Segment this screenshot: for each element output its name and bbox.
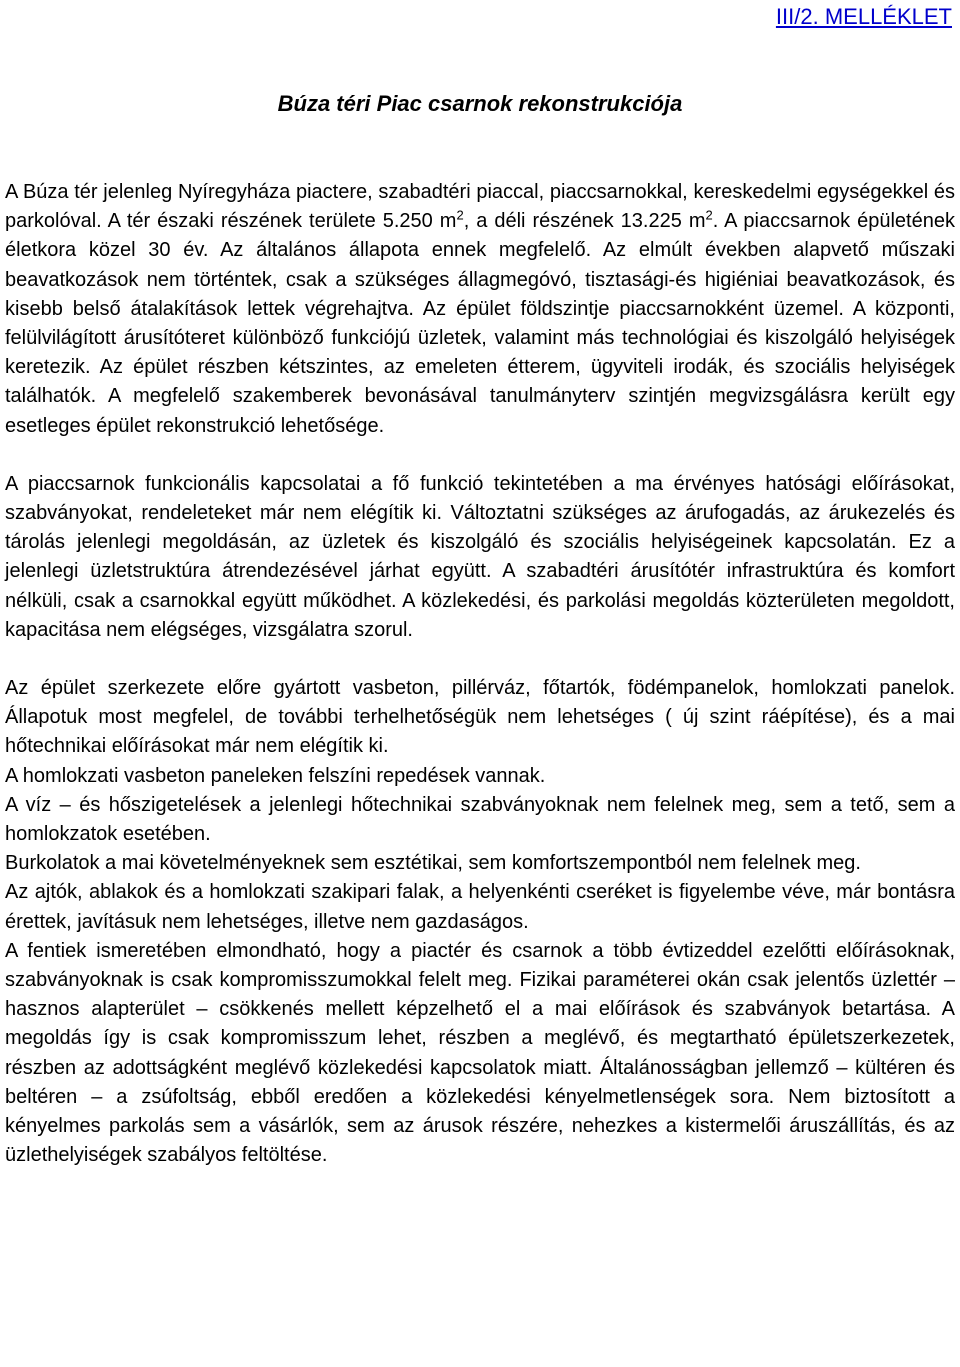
annex-link[interactable]: III/2. MELLÉKLET — [775, 4, 952, 29]
area-unit-superscript: 2 — [456, 207, 464, 223]
document-title: Búza téri Piac csarnok rekonstrukciója — [277, 91, 683, 116]
paragraph-intro-part-3: . A piaccsarnok épületének életkora közel 30 év. Az általános állapota ennek megfelelő. Az elmúlt években alapvető műszaki beavatkozások nem történtek, csak a szükséges állagmegóvó, tisztasági-és higiéniai beavatkozások, és kisebb belső átalakítások lettek végrehajtva. Az épület földszintje piaccsarnokként üzemel. A központi, felülvilágított árusítóteret különböző funkciójú üzletek, valamint más technológiai és kiszolgáló helyiségek keretezik. Az épület részben kétszintes, az emeleten étterem, ügyviteli irodák, és szociális helyiségek találhatók. A megfelelő szakemberek bevonásával tanulmányterv szintjén megvizsgálásra került egy esetleges épület rekonstrukció lehetősége. — [5, 210, 955, 437]
document-body — [5, 178, 955, 1171]
area-unit-superscript: 2 — [705, 207, 713, 223]
paragraph-intro-part-2: , a déli részének 13.225 m — [463, 210, 706, 233]
paragraph-doors-windows: Az ajtók, ablakok és a homlokzati szakipari falak, a helyenkénti cseréket is figyelembe véve, már bontásra érettek, javításuk nem lehetséges, illetve nem gazdaságos. — [5, 881, 955, 933]
paragraph-functional: A piaccsarnok funkcionális kapcsolatai a fő funkció tekintetében a ma érvényes hatósági előírásokat, szabványokat, rendeleteket már nem elégítik ki. Változtatni szükséges az árufogadás, az árukezelés és tárolás jelenlegi megoldásán, az üzletek és kiszolgáló és szociális helyiségeinek kapcsolatán. Ez a jelenlegi üzletstruktúra átrendezésével járhat együtt. A szabadtéri árusítótér infrastruktúra és komfort nélküli, csak a csarnokkal együtt működhet. A közlekedési, és parkolási megoldás közterületen megoldott, kapacitása nem elégséges, vizsgálatra szorul. — [5, 472, 955, 641]
paragraph-insulation: A víz – és hőszigetelések a jelenlegi hőtechnikai szabványoknak nem felelnek meg, sem a tető, sem a homlokzatok esetében. — [5, 793, 955, 846]
paragraph-conclusion: A fentiek ismeretében elmondható, hogy a piactér és csarnok a több évtizeddel ezelőtti előírásoknak, szabványoknak is csak kompromisszumokkal felelt meg. Fizikai paraméterei okán csak jelentős üzlettér – hasznos alapterület – csökkenés mellett képzelhető el a mai előírások és szabványok betartása. A megoldás így is csak kompromisszum lehet, részben a meglévő, és megtartható épületszerkezetek, részben az adottságként meglévő közlekedési kapcsolatok miatt. Általánosságban jellemző – kültéren és beltéren – a zsúfoltság, ebből eredően a közlekedési kényelmetlenségek sora. Nem biztosított a kényelmes parkolás sem a vásárlók, sem az árusok részére, nehezkes a kistermelői áruszállítás, és az üzlethelyiségek szabályos feltöltése. — [5, 939, 955, 1167]
paragraph-coverings: Burkolatok a mai követelményeknek sem esztétikai, sem komfortszempontból nem felelnek meg. — [5, 852, 861, 875]
paragraph-structure: Az épület szerkezete előre gyártott vasbeton, pillérváz, főtartók, födémpanelok, homlokzati panelok. Állapotuk most megfelel, de további terhelhetőségük nem lehetséges ( új szint ráépítése), és a mai hőtechnikai előírásokat már nem elégítik ki. — [5, 677, 955, 758]
paragraph-intro — [5, 178, 955, 441]
paragraph-facade-cracks: A homlokzati vasbeton paneleken felszíni repedések vannak. — [5, 764, 546, 787]
paragraph-intro-part-1: A Búza tér jelenleg Nyíregyháza piactere, szabadtéri piaccal, piaccsarnokkal, kereskedelmi egységekkel és parkolóval. A tér északi részének területe 5.250 m — [5, 181, 955, 233]
